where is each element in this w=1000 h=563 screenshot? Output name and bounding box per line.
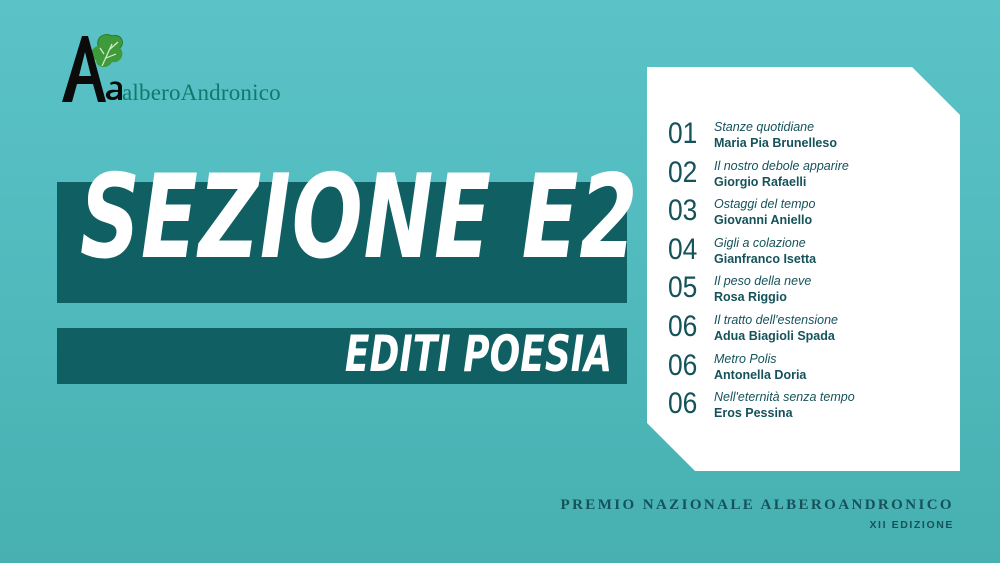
- award-name: PREMIO NAZIONALE ALBEROANDRONICO: [560, 497, 954, 513]
- work-title: Metro Polis: [714, 351, 777, 366]
- winners-list: [668, 119, 948, 428]
- rank-number: 06: [668, 309, 698, 343]
- author-name: Eros Pessina: [714, 406, 793, 421]
- list-item: [668, 348, 948, 390]
- rank-number: 06: [668, 387, 698, 421]
- rank-number: 01: [668, 117, 698, 150]
- work-title: Stanze quotidiane: [714, 120, 815, 134]
- list-item: [668, 155, 948, 197]
- work-title: Nell'eternità senza tempo: [714, 390, 855, 405]
- work-title: Il tratto dell'estensione: [714, 312, 838, 327]
- rank-number: 06: [668, 348, 698, 382]
- author-name: Gianfranco Isetta: [714, 251, 817, 266]
- author-name: Giorgio Rafaelli: [714, 174, 807, 189]
- rank-number: 02: [668, 155, 698, 189]
- list-item: [668, 232, 948, 274]
- logo-text: alberoAndronico: [122, 80, 281, 105]
- list-item: [668, 389, 948, 428]
- author-name: Maria Pia Brunelleso: [714, 136, 837, 150]
- section-subtitle: EDITI POESIA: [344, 325, 612, 383]
- author-name: Rosa Riggio: [714, 290, 787, 305]
- work-title: Il nostro debole apparire: [714, 158, 849, 173]
- rank-number: 05: [668, 271, 698, 305]
- list-item: [668, 196, 948, 235]
- author-name: Antonella Doria: [714, 367, 807, 382]
- list-item: [668, 309, 948, 351]
- logo: [56, 30, 326, 106]
- work-title: Il peso della neve: [714, 274, 812, 289]
- list-item: [668, 273, 948, 312]
- author-name: Adua Biagioli Spada: [714, 328, 835, 343]
- section-title: SEZIONE E2: [80, 150, 639, 285]
- rank-number: 03: [668, 194, 698, 228]
- list-item: [668, 119, 948, 158]
- rank-number: 04: [668, 232, 698, 266]
- work-title: Ostaggi del tempo: [714, 197, 816, 212]
- work-title: Gigli a colazione: [714, 235, 806, 250]
- edition-label: XII EDIZIONE: [869, 519, 954, 531]
- author-name: Giovanni Aniello: [714, 213, 813, 228]
